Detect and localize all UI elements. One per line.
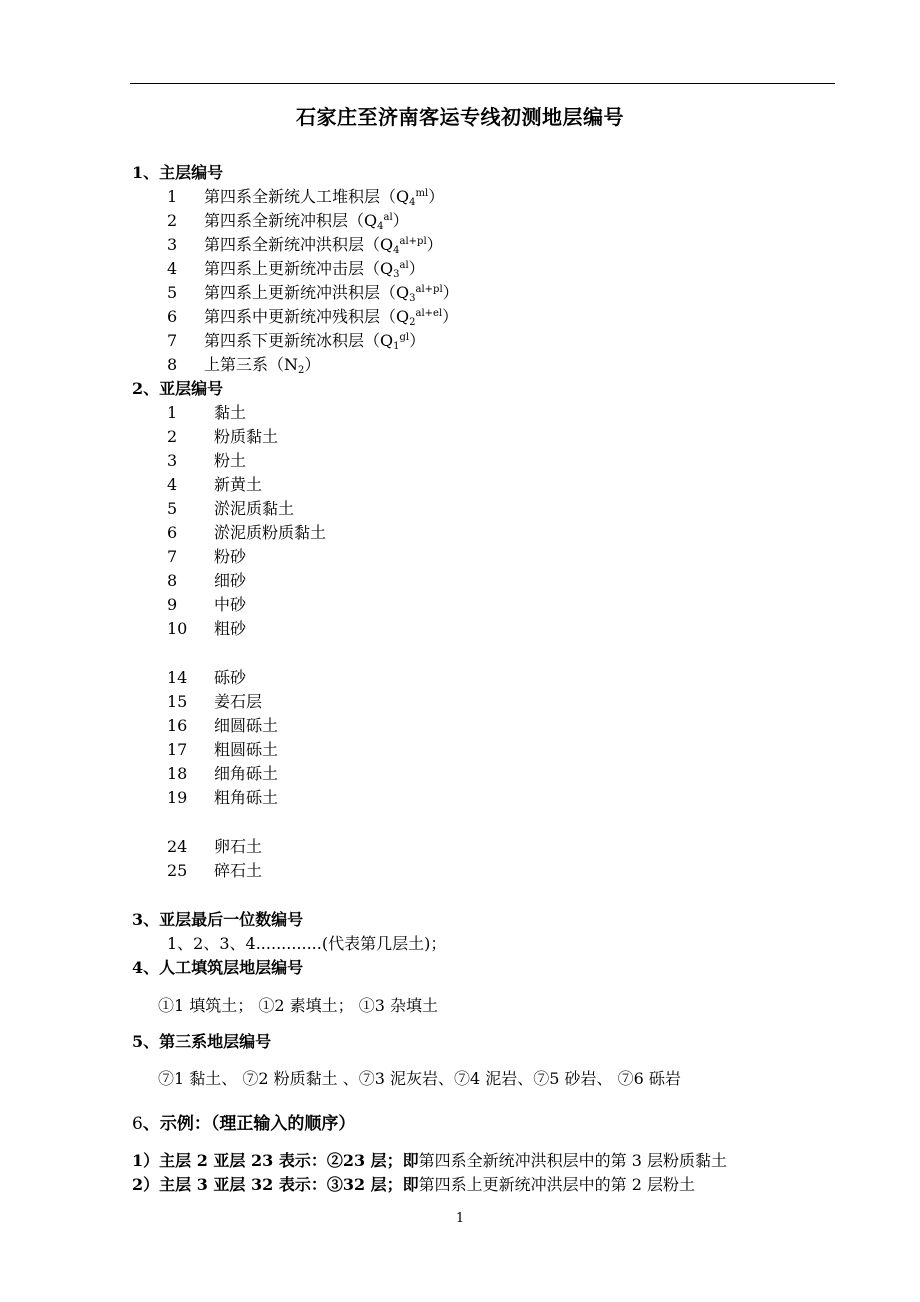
main-layer-number: 8 <box>167 355 178 374</box>
sub-layer-text: 细砂 <box>214 571 247 590</box>
sub-layer-text: 细圆砾土 <box>214 716 279 735</box>
sub-layer-text: 粉土 <box>214 451 247 470</box>
main-layer-text: 第四系全新统冲洪积层$(Q_4^{al+pl})$ <box>204 235 443 256</box>
sub-layer-text: 细角砾土 <box>214 764 279 783</box>
sub-layer-number: 16 <box>167 716 188 735</box>
sub-layer-text: 淤泥质黏土 <box>214 499 295 518</box>
main-layer-number: 4 <box>167 259 178 278</box>
section-5-text: ⑦1 黏土、 ⑦2 粉质黏土 、⑦3 泥灰岩、⑦4 泥岩、⑦5 砂岩、 ⑦6 砾岩 <box>158 1069 681 1088</box>
section-1-heading: 1、主层编号 <box>132 163 224 182</box>
main-layer-number: 2 <box>167 211 178 230</box>
main-layer-number: 5 <box>167 283 178 302</box>
main-layer-number: 7 <box>167 331 178 350</box>
sub-layer-number: 6 <box>167 523 178 542</box>
main-layer-text: 第四系全新统人工堆积层$(Q_4^{ml})$ <box>204 187 445 208</box>
section-4-heading: 4、人工填筑层地层编号 <box>132 958 304 977</box>
section-3-heading: 3、亚层最后一位数编号 <box>132 910 304 929</box>
sub-layer-number: 4 <box>167 475 178 494</box>
sub-layer-text: 粉砂 <box>214 547 247 566</box>
sub-layer-number: 18 <box>167 764 188 783</box>
main-layer-number: 3 <box>167 235 178 254</box>
main-layer-number: 1 <box>167 187 178 206</box>
main-layer-text: 第四系上更新统冲击层$(Q_3^{al})$ <box>204 259 425 280</box>
sub-layer-number: 19 <box>167 788 188 807</box>
sub-layer-text: 砾砂 <box>214 668 247 687</box>
example-2: 2）主层 3 亚层 32 表示：③32 层；即第四系上更新统冲洪层中的第 2 层粉土 <box>132 1175 696 1194</box>
sub-layer-text: 粗角砾土 <box>214 788 279 807</box>
sub-layer-text: 粗砂 <box>214 619 247 638</box>
sub-layer-number: 9 <box>167 595 178 614</box>
sub-layer-number: 15 <box>167 692 188 711</box>
sub-layer-number: 1 <box>167 403 178 422</box>
sub-layer-number: 5 <box>167 499 178 518</box>
sub-layer-text: 黏土 <box>214 403 247 422</box>
page-number: 1 <box>455 1211 465 1226</box>
sub-layer-text: 淤泥质粉质黏土 <box>214 523 327 542</box>
section-4-text: ①1 填筑土； ①2 素填土； ①3 杂填土 <box>158 996 438 1015</box>
sub-layer-number: 8 <box>167 571 178 590</box>
sub-layer-text: 新黄土 <box>214 475 263 494</box>
sub-layer-text: 粉质黏土 <box>214 427 279 446</box>
sub-layer-number: 25 <box>167 861 188 880</box>
example-1: 1）主层 2 亚层 23 表示：②23 层；即第四系全新统冲洪积层中的第 3 层粉质黏土 <box>132 1151 728 1170</box>
main-layer-text: 第四系上更新统冲洪积层$(Q_3^{al+pl})$ <box>204 283 459 304</box>
sub-layer-number: 17 <box>167 740 188 759</box>
sub-layer-text: 中砂 <box>214 595 247 614</box>
main-layer-text: 上第三系$(N_2)$ <box>204 355 321 376</box>
page-title: 石家庄至济南客运专线初测地层编号 <box>296 105 624 129</box>
sub-layer-number: 3 <box>167 451 178 470</box>
sub-layer-number: 14 <box>167 668 188 687</box>
main-layer-number: 6 <box>167 307 178 326</box>
section-5-heading: 5、第三系地层编号 <box>132 1032 272 1051</box>
header-rule <box>130 83 835 84</box>
sub-layer-number: 24 <box>167 837 188 856</box>
section-3-text: 1、2、3、4.............(代表第几层土)； <box>167 934 447 953</box>
sub-layer-text: 碎石土 <box>214 861 263 880</box>
sub-layer-text: 姜石层 <box>214 692 263 711</box>
sub-layer-text: 粗圆砾土 <box>214 740 279 759</box>
main-layer-text: 第四系全新统冲积层$(Q_4^{al})$ <box>204 211 409 232</box>
main-layer-text: 第四系下更新统冰积层$(Q_1^{gl})$ <box>204 331 426 352</box>
section-6-heading: 6、示例：（理正输入的顺序） <box>132 1114 356 1134</box>
sub-layer-number: 2 <box>167 427 178 446</box>
sub-layer-number: 10 <box>167 619 188 638</box>
sub-layer-text: 卵石土 <box>214 837 263 856</box>
main-layer-text: 第四系中更新统冲残积层$(Q_2^{al+el})$ <box>204 307 459 328</box>
section-2-heading: 2、亚层编号 <box>132 379 224 398</box>
sub-layer-number: 7 <box>167 547 178 566</box>
